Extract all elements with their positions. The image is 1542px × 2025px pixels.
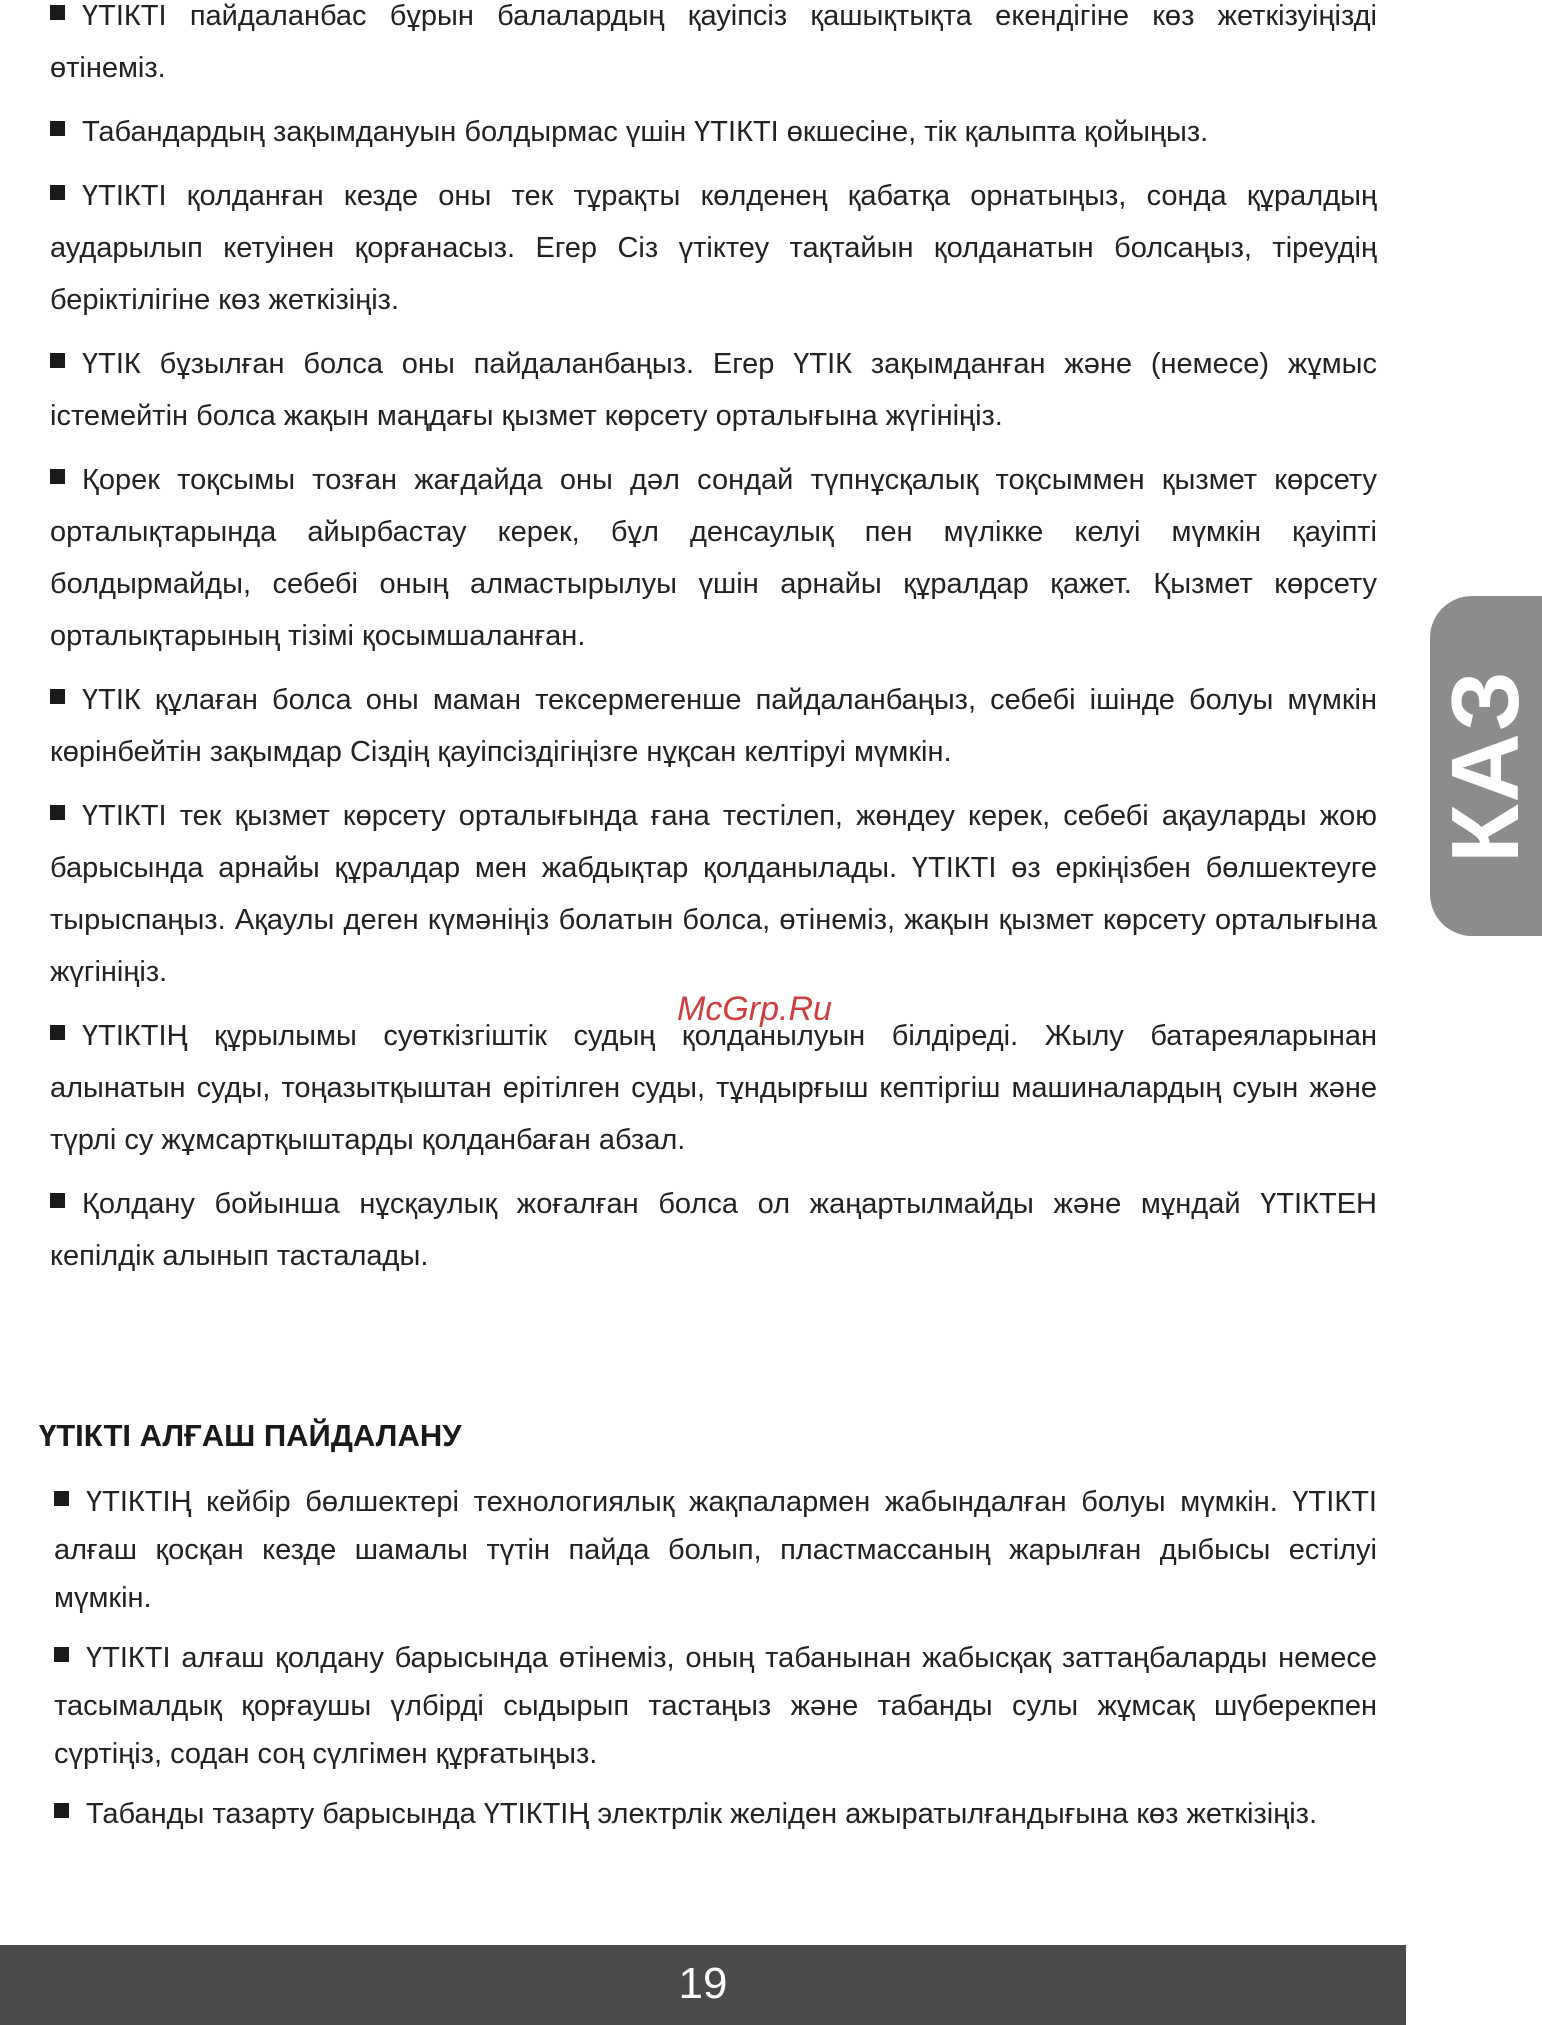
paragraph-text: Табанды тазарту барысында ҮТІКТІҢ электрлік желіден ажыратылғандығына көз жеткізіңіз. xyxy=(86,1798,1318,1830)
bullet-icon xyxy=(54,1647,69,1662)
bullet-icon xyxy=(54,1803,69,1818)
paragraph xyxy=(50,790,1377,998)
bullet-icon xyxy=(50,689,65,704)
paragraph xyxy=(50,106,1377,158)
language-tab xyxy=(1430,596,1542,936)
paragraph-text: ҮТІК бұзылған болса оны пайдаланбаңыз. Егер ҮТІК зақымданған және (немесе) жұмыс істемейтін болса жақын маңдағы қызмет көрсету орталығына жүгініңіз. xyxy=(50,348,1377,432)
paragraph-text: Қолдану бойынша нұсқаулық жоғалған болса ол жаңартылмайды және мұндай ҮТІКТЕН кепілдік алынып тасталады. xyxy=(50,1188,1377,1272)
paragraph xyxy=(50,1790,1377,1838)
first-use-section xyxy=(50,1478,1377,1838)
paragraph-text: Қорек тоқсымы тозған жағдайда оны дәл сондай түпнұсқалық тоқсыммен қызмет көрсету орталықтарында айырбастау керек, бұл денсаулық пен мүлікке келуі мүмкін қауіпті болдырмайды, себебі оның алмастырылуы үшін арнайы құралдар қажет. Қызмет көрсету орталықтарының тізімі қосымшаланған. xyxy=(50,464,1377,652)
page-content xyxy=(39,0,1377,1850)
bullet-icon xyxy=(50,805,65,820)
paragraph-text: ҮТІК құлаған болса оны маман тексермегенше пайдаланбаңыз, себебі ішінде болуы мүмкін көрінбейтін зақымдар Сіздің қауіпсіздігіңізге нұқсан келтіруі мүмкін. xyxy=(50,684,1377,768)
bullet-icon xyxy=(50,1025,65,1040)
paragraph xyxy=(50,338,1377,442)
bullet-icon xyxy=(50,185,65,200)
page-footer xyxy=(0,1945,1406,2025)
bullet-icon xyxy=(50,469,65,484)
bullet-icon xyxy=(50,353,65,368)
paragraph-text: ҮТІКТІ тек қызмет көрсету орталығында ғана тестілеп, жөндеу керек, себебі ақауларды жою барысында арнайы құралдар мен жабдықтар қолданылады. ҮТІКТІ өз еркіңізбен бөлшектеуге тырыспаңыз. Ақаулы деген күмәніңіз болатын болса, өтінеміз, жақын қызмет көрсету орталығына жүгініңіз. xyxy=(50,800,1377,988)
paragraph xyxy=(50,1478,1377,1622)
paragraph xyxy=(50,1178,1377,1282)
paragraph xyxy=(50,0,1377,94)
paragraph xyxy=(50,1634,1377,1778)
paragraph xyxy=(50,454,1377,662)
watermark: McGrp.Ru xyxy=(677,990,832,1028)
page-number: 19 xyxy=(678,1959,728,2008)
paragraph-text: ҮТІКТІ пайдаланбас бұрын балалардың қауіпсіз қашықтықта екендігіне көз жеткізуіңізді өтінеміз. xyxy=(50,0,1377,84)
paragraph-text: ҮТІКТІҢ кейбір бөлшектері технологиялық жақпалармен жабындалған болуы мүмкін. ҮТІКТІ алғаш қосқан кезде шамалы түтін пайда болып, пластмассаның жарылған дыбысы естілуі мүмкін. xyxy=(54,1486,1377,1614)
section-heading: ҮТІКТІ АЛҒАШ ПАЙДАЛАНУ xyxy=(39,1418,462,1453)
bullet-icon xyxy=(50,5,65,20)
paragraph xyxy=(50,1010,1377,1166)
language-tab-label: КАЗ xyxy=(1432,668,1539,864)
paragraph-text: Табандардың зақымдануын болдырмас үшін ҮТІКТІ өкшесіне, тік қалыпта қойыңыз. xyxy=(82,116,1209,148)
paragraph-text: ҮТІКТІ алғаш қолдану барысында өтінеміз, оның табанынан жабысқақ заттаңбаларды немесе тасымалдық қорғаушы үлбірді сыдырып тастаңыз және табанды сулы жұмсақ шүберекпен сүртіңіз, содан соң сүлгімен құрғатыңыз. xyxy=(54,1642,1377,1770)
bullet-icon xyxy=(54,1491,69,1506)
bullet-icon xyxy=(50,1193,65,1208)
paragraph-text: ҮТІКТІ қолданған кезде оны тек тұрақты көлденең қабатқа орнатыңыз, сонда құралдың аударылып кетуінен қорғанасыз. Егер Сіз үтіктеу тақтайын қолданатын болсаңыз, тіреудің беріктілігіне көз жеткізіңіз. xyxy=(50,180,1377,316)
paragraph xyxy=(50,674,1377,778)
bullet-icon xyxy=(50,121,65,136)
paragraph xyxy=(50,170,1377,326)
paragraph-text: ҮТІКТІҢ құрылымы суөткізгіштік судың қолданылуын білдіреді. Жылу батареяларынан алынатын суды, тоңазытқыштан ерітілген суды, тұндырғыш кептіргіш машиналардың суын және түрлі су жұмсартқыштарды қолданбаған абзал. xyxy=(50,1020,1377,1156)
